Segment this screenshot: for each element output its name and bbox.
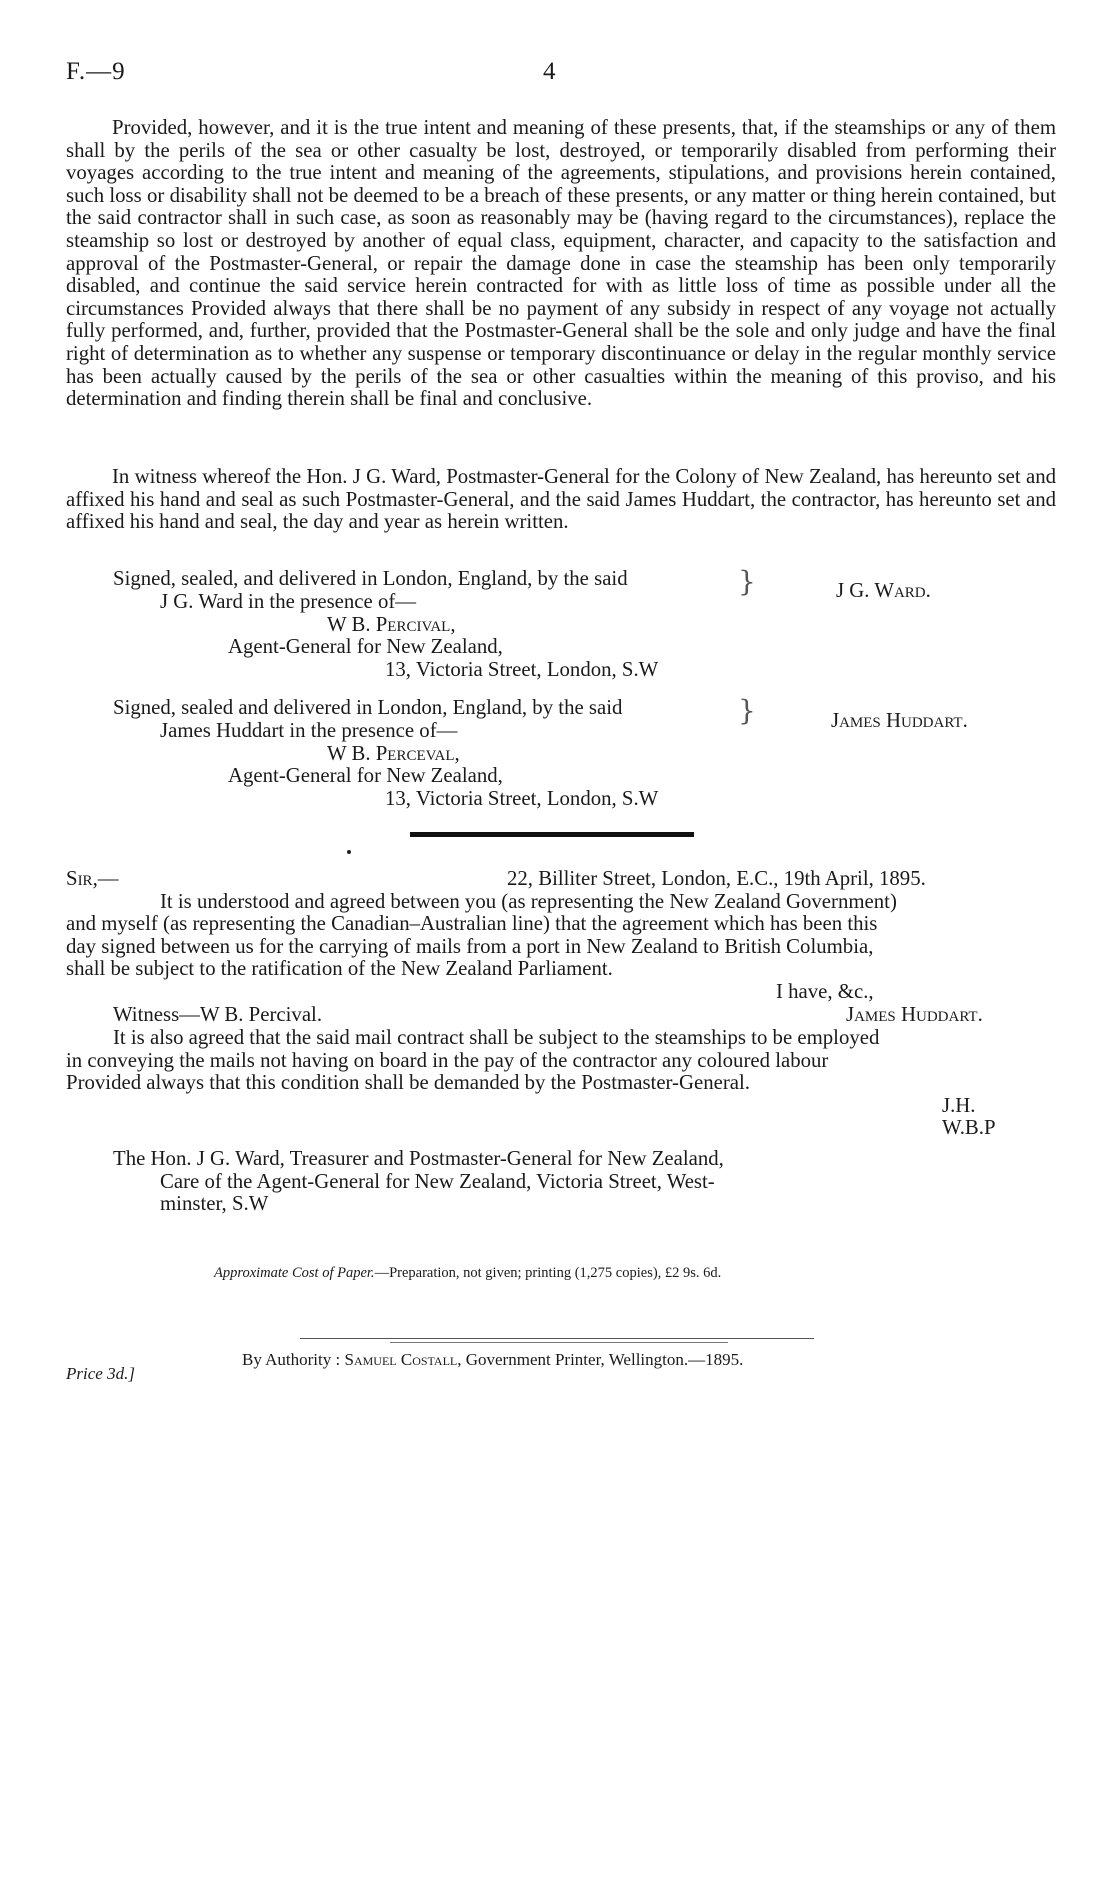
signature-line-1: Signed, sealed, and delivered in London, England, by the said <box>113 567 628 590</box>
proviso-paragraph: Provided, however, and it is the true intent and meaning of these presents, that, if the steamships or any of them shall by the perils of the sea or other casualty be lost, destroyed, or temporarily disabled from performing their voyages according to the true intent and meaning of the agreements, stipulations, and provisions herein contained, such loss or disability shall not be deemed to be a breach of these presents, or any matter or thing herein contained, but the said contractor shall in such case, as soon as reasonably may be (having regard to the circumstances), replace the steamship so lost or destroyed by another of equal class, equipment, character, and capacity to the satisfaction and approval of the Postmaster-General, or repair the damage done in case the steamship has been only temporarily disabled, and continue the said service herein contracted for with as little loss of time as possible under all the circumstances Provided always that there shall be no payment of any subsidy in respect of any voyage not actually fully performed, and, further, provided that the Postmaster-General shall be the sole and only judge and have the final right of determination as to whether any suspense or temporary discontinuance or delay in the regular monthly service has been actually caused by the perils of the sea or other casualties within the meaning of this proviso, and his determination and finding therein shall be final and conclusive. <box>66 116 1056 411</box>
signature-line-2: James Huddart in the presence of— <box>160 719 458 742</box>
letter-signatory: James Huddart. <box>846 1003 983 1026</box>
witness-title: Agent-General for New Zealand, <box>228 635 503 658</box>
postscript-line: Provided always that this condition shall be demanded by the Postmaster-General. <box>66 1071 750 1094</box>
letter-closing: I have, &c., <box>776 980 874 1003</box>
addressee-line: The Hon. J G. Ward, Treasurer and Postmaster-General for New Zealand, <box>113 1147 724 1170</box>
witness-name: W B. Perceval, <box>327 742 460 765</box>
brace-icon: } <box>738 694 756 727</box>
footer-rule <box>300 1338 814 1339</box>
signatory-name: J G. Ward. <box>836 579 931 602</box>
letter-salutation: Sir,— <box>66 867 119 890</box>
signature-line-1: Signed, sealed and delivered in London, England, by the said <box>113 696 623 719</box>
addressee-line: Care of the Agent-General for New Zealand, Victoria Street, West- <box>160 1170 715 1193</box>
page-number: 4 <box>543 58 556 85</box>
initials-wbp: W.B.P <box>942 1116 996 1139</box>
letter-body-line: shall be subject to the ratification of the New Zealand Parliament. <box>66 957 613 980</box>
authority-prefix: By Authority : <box>242 1350 345 1369</box>
letter-body-line: and myself (as representing the Canadian–Australian line) that the agreement which has been this <box>66 912 878 935</box>
letter-body-line: It is understood and agreed between you (as representing the New Zealand Government) <box>160 890 897 913</box>
witness-title: Agent-General for New Zealand, <box>228 764 503 787</box>
initials-jh: J.H. <box>942 1094 976 1117</box>
witness-name: W B. Percival, <box>327 613 456 636</box>
printer-authority <box>242 1350 743 1370</box>
footer-rule-short <box>390 1342 728 1343</box>
price-label: Price 3d.] <box>66 1364 135 1383</box>
witness-address: 13, Victoria Street, London, S.W <box>385 658 659 681</box>
witness-paragraph: In witness whereof the Hon. J G. Ward, Postmaster-General for the Colony of New Zealand, has hereunto set and affixed his hand and seal as such Postmaster-General, and the said James Huddart, the contractor, has hereunto set and affixed his hand and seal, the day and year as herein written. <box>66 465 1056 534</box>
signature-line-2: J G. Ward in the presence of— <box>160 590 417 613</box>
paper-reference: F.—9 <box>66 58 126 85</box>
cost-note-text: —Preparation, not given; printing (1,275 copies), £2 9s. 6d. <box>374 1265 722 1281</box>
postscript-line: It is also agreed that the said mail contract shall be subject to the steamships to be employed <box>113 1026 880 1049</box>
letter-body-line: day signed between us for the carrying of mails from a port in New Zealand to British Columbia, <box>66 935 874 958</box>
cost-note-label: Approximate Cost of Paper. <box>214 1265 375 1281</box>
letter-address-date: 22, Billiter Street, London, E.C., 19th April, 1895. <box>507 867 926 890</box>
stray-dot <box>347 850 351 854</box>
brace-icon: } <box>738 565 756 598</box>
authority-suffix: , Government Printer, Wellington.—1895. <box>457 1350 744 1369</box>
signatory-name: James Huddart. <box>831 709 968 732</box>
printer-name: Samuel Costall <box>344 1350 458 1369</box>
addressee-line: minster, S.W <box>160 1192 269 1215</box>
letter-witness: Witness—W B. Percival. <box>113 1003 323 1026</box>
witness-address: 13, Victoria Street, London, S.W <box>385 787 659 810</box>
postscript-line: in conveying the mails not having on board in the pay of the contractor any coloured labour <box>66 1049 829 1072</box>
section-divider <box>410 832 694 837</box>
cost-note <box>214 1265 721 1282</box>
